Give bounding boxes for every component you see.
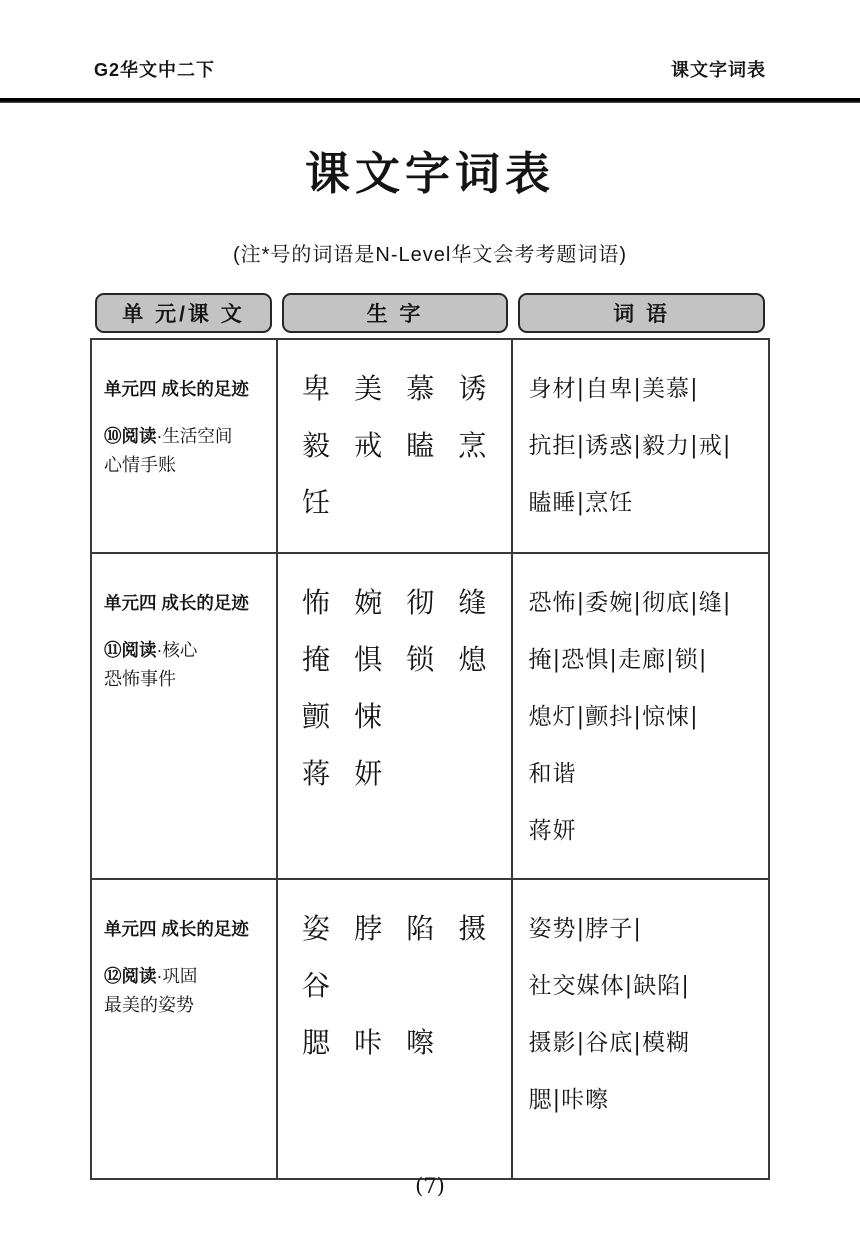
word-line: 社交媒体|缺陷|: [528, 973, 690, 999]
unit-name: 单元四 成长的足迹: [104, 379, 249, 399]
characters-cell-row1: [278, 340, 513, 554]
header-right-text: 课文字词表: [671, 60, 766, 80]
table-header-row: [90, 293, 770, 333]
new-character: 锁: [406, 642, 435, 676]
lesson-title: 最美的姿势: [104, 995, 194, 1016]
lesson-line: [104, 963, 264, 988]
word-line: 恐怖|委婉|彻底|缝|: [528, 590, 732, 616]
new-character: 卑: [301, 371, 330, 405]
new-character: 缝: [458, 585, 487, 619]
new-character: 诱: [458, 371, 487, 405]
lesson-kind: 阅读: [121, 426, 157, 446]
character-line: [290, 572, 499, 629]
words-cell-row2: [513, 554, 768, 880]
new-character: 毅: [301, 428, 330, 462]
new-character: 腮: [301, 1025, 330, 1059]
header-divider: [0, 98, 860, 103]
column-header-words: 词 语: [518, 293, 765, 333]
new-character: 颤: [301, 699, 330, 733]
lesson-title: 心情手账: [104, 455, 176, 476]
column-header-characters: 生 字: [282, 293, 508, 333]
new-character: 美: [354, 371, 383, 405]
lesson-subtitle: ·巩固: [156, 966, 198, 986]
word-line: 蒋妍: [528, 818, 577, 844]
column-header-unit: 单 元/课 文: [95, 293, 272, 333]
character-line: [290, 1012, 499, 1069]
lesson-title: 恐怖事件: [104, 669, 176, 690]
lesson-subtitle: ·生活空间: [156, 426, 233, 446]
word-line: 身材|自卑|美慕|: [528, 376, 699, 402]
unit-cell-row3: [92, 880, 278, 1178]
new-character: 摄: [458, 911, 487, 945]
new-character: 彻: [406, 585, 435, 619]
page-subtitle: (注*号的词语是N-Level华文会考考题词语): [232, 244, 628, 266]
lesson-number: ⑫: [104, 966, 122, 986]
unit-name: 单元四 成长的足迹: [104, 919, 249, 939]
lesson-kind: 阅读: [121, 640, 157, 660]
lesson-line: [104, 423, 264, 448]
new-character: 瞌: [406, 428, 435, 462]
new-character: 谷: [301, 968, 330, 1002]
new-character: 烹: [458, 428, 487, 462]
new-character: 戒: [354, 428, 383, 462]
new-character: 熄: [458, 642, 487, 676]
character-line: [290, 629, 499, 686]
new-character: 怖: [301, 585, 330, 619]
word-line: 和谐: [528, 761, 577, 787]
new-character: 咔: [354, 1025, 383, 1059]
header-left-text: G2华文中二下: [94, 60, 216, 80]
word-line: 姿势|脖子|: [528, 916, 642, 942]
table-body: [90, 338, 770, 1180]
lesson-kind: 阅读: [121, 966, 157, 986]
lesson-line: [104, 637, 264, 662]
lesson-number: ⑩: [104, 426, 122, 446]
vocabulary-table: [90, 293, 770, 1180]
word-line: 腮|咔嚓: [528, 1087, 610, 1113]
characters-cell-row2: [278, 554, 513, 880]
unit-cell-row1: [92, 340, 278, 554]
new-character: 妍: [354, 756, 383, 790]
word-line: 瞌睡|烹饪: [528, 490, 634, 516]
word-line: 掩|恐惧|走廊|锁|: [528, 647, 708, 673]
page-title: 课文字词表: [304, 148, 555, 199]
unit-cell-row2: [92, 554, 278, 880]
new-character: 蒋: [301, 756, 330, 790]
character-line: [290, 898, 499, 955]
new-character: 慕: [406, 371, 435, 405]
word-line: 抗拒|诱惑|毅力|戒|: [528, 433, 732, 459]
new-character: 惧: [354, 642, 383, 676]
character-line: [290, 686, 499, 743]
character-line: [290, 472, 499, 529]
new-character: 掩: [301, 642, 330, 676]
lesson-subtitle: ·核心: [156, 640, 198, 660]
words-cell-row3: [513, 880, 768, 1178]
new-character: 婉: [354, 585, 383, 619]
character-line: [290, 743, 499, 800]
characters-cell-row3: [278, 880, 513, 1178]
new-character: 饪: [301, 485, 330, 519]
lesson-number: ⑪: [104, 640, 122, 660]
page-number: (7): [415, 1174, 445, 1198]
character-line: [290, 415, 499, 472]
word-line: 熄灯|颤抖|惊悚|: [528, 704, 699, 730]
running-header: [0, 0, 860, 82]
character-line: [290, 358, 499, 415]
words-cell-row1: [513, 340, 768, 554]
new-character: 嚓: [406, 1025, 435, 1059]
new-character: 悚: [354, 699, 383, 733]
character-line: [290, 955, 499, 1012]
new-character: 陷: [406, 911, 435, 945]
unit-name: 单元四 成长的足迹: [104, 593, 249, 613]
word-line: 摄影|谷底|模糊: [528, 1030, 690, 1056]
new-character: 脖: [354, 911, 383, 945]
new-character: 姿: [301, 911, 330, 945]
